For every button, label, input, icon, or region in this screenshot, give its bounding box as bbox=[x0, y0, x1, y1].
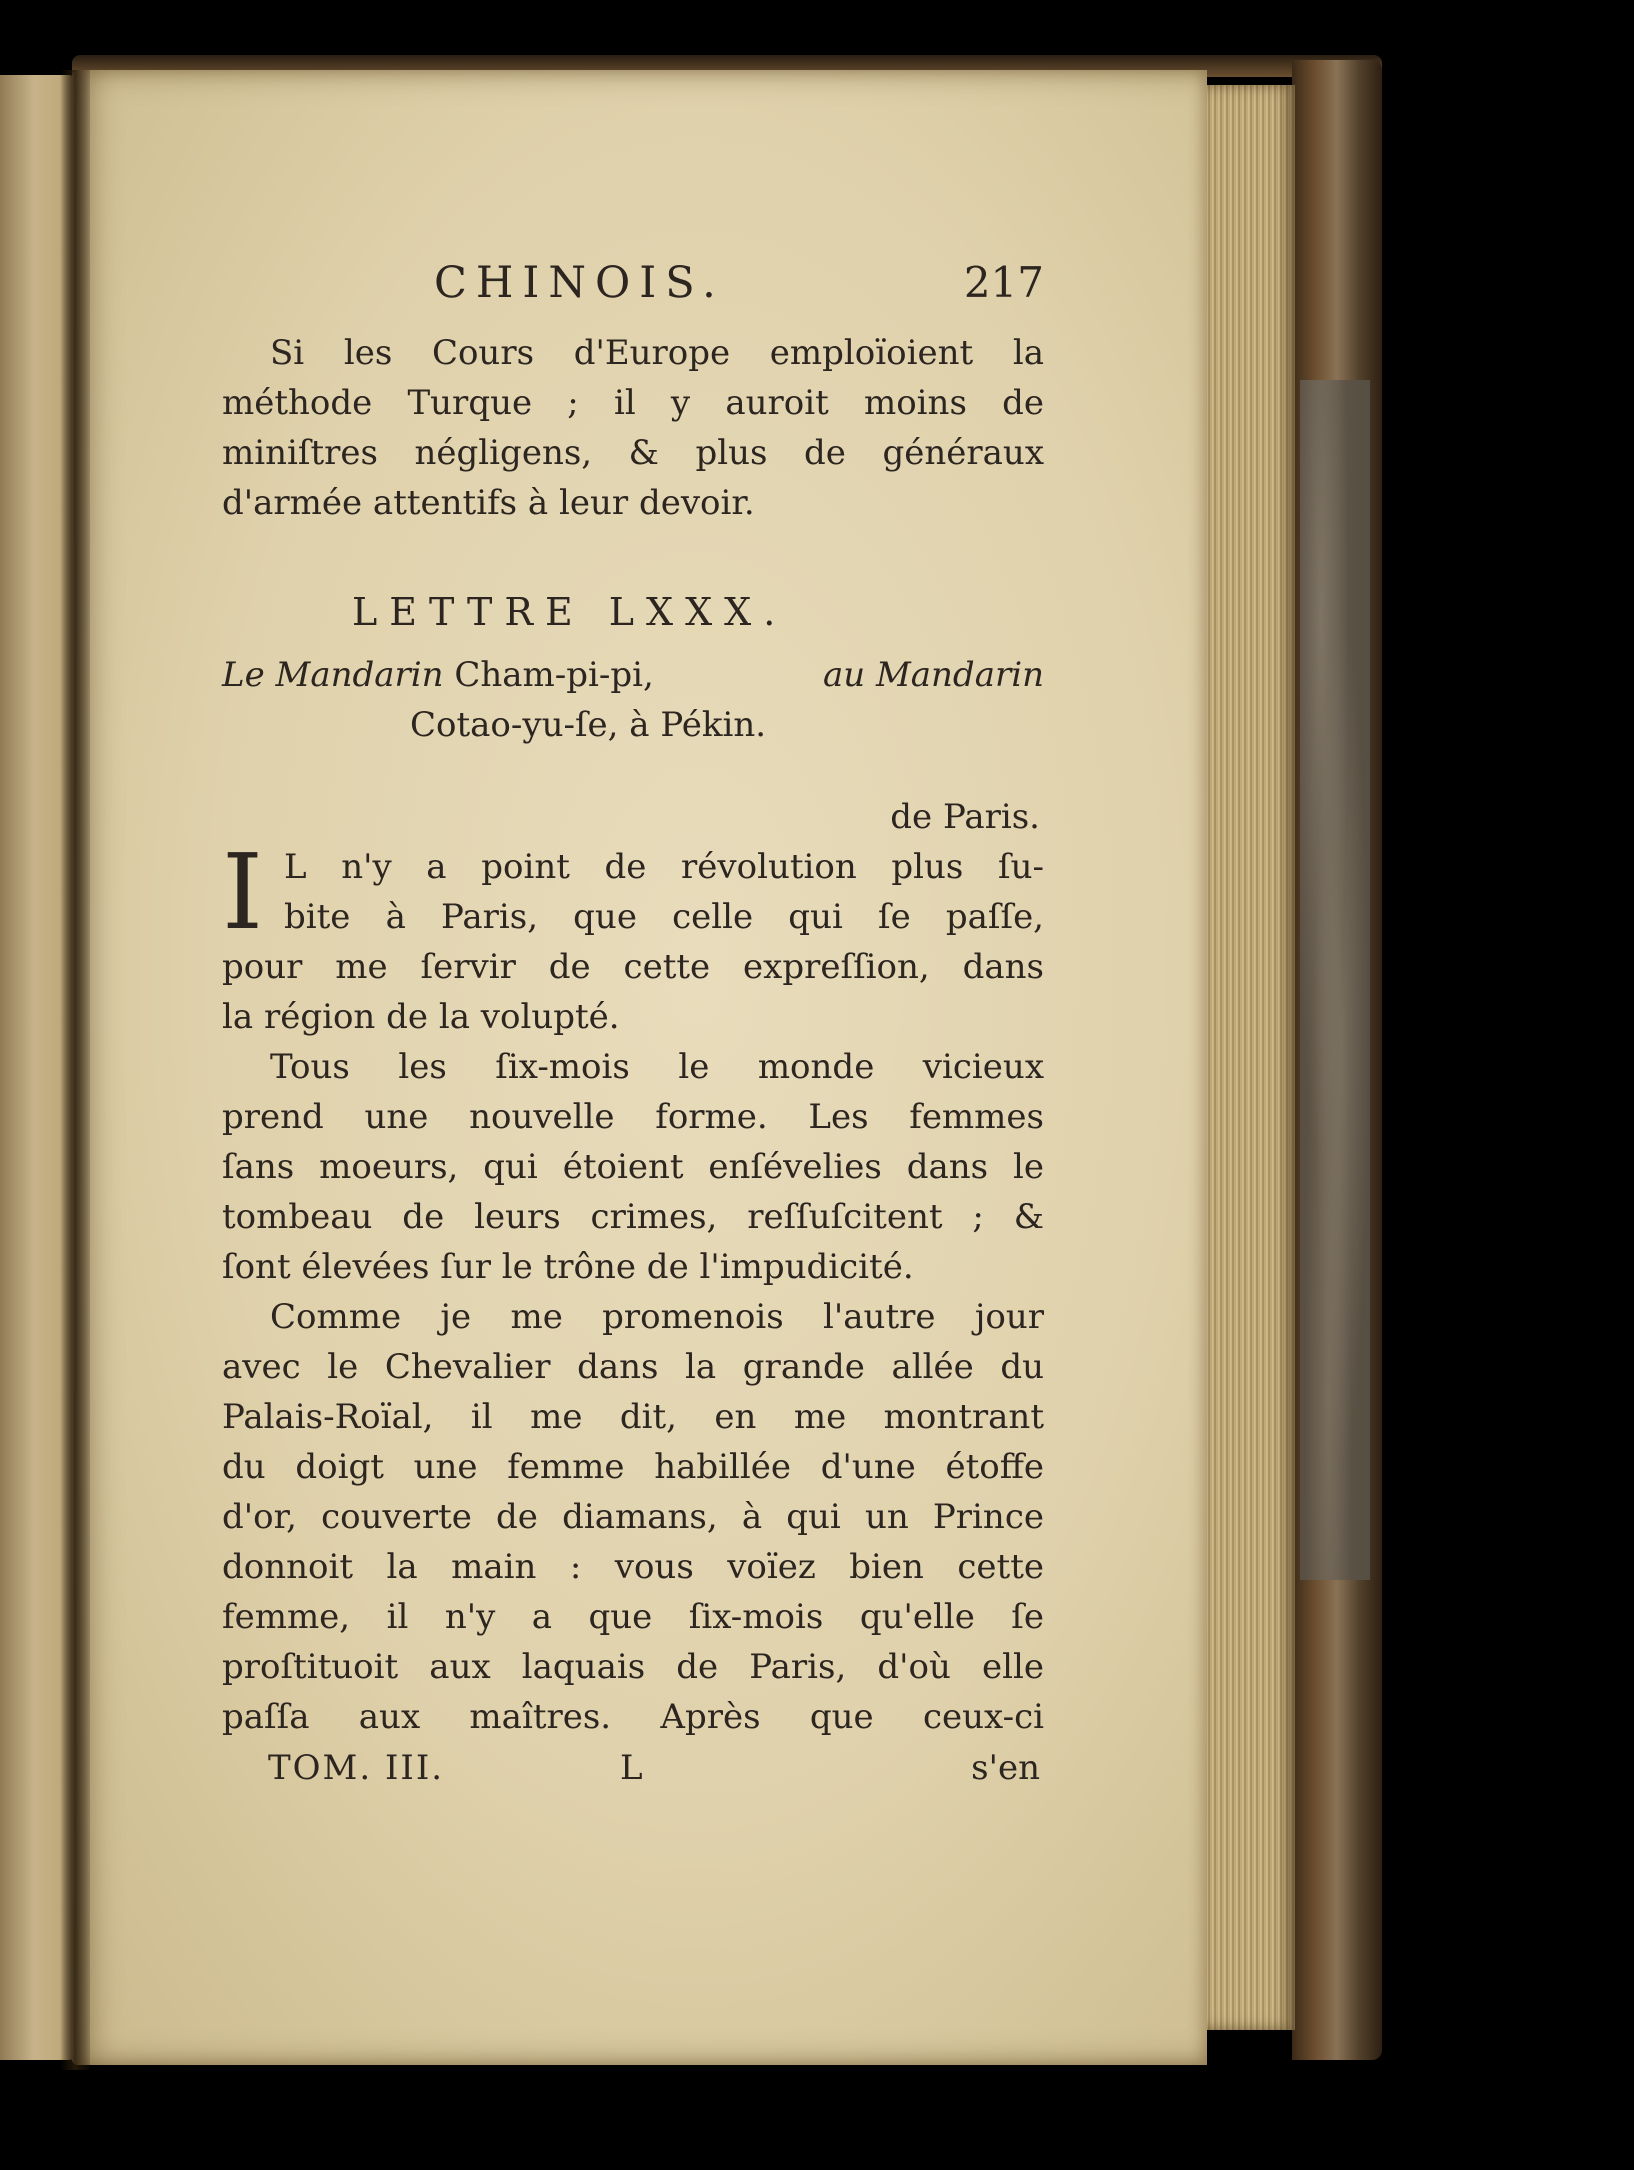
letter-address-line2: Cotao-yu-ſe, à Pékin. bbox=[410, 705, 767, 745]
text-line: Tous les ſix-mois le monde vicieux bbox=[270, 1047, 1044, 1087]
page-number: 217 bbox=[963, 258, 1044, 307]
paragraph-3 bbox=[222, 1292, 1044, 1742]
address-to-italic: au Mandarin bbox=[822, 655, 1044, 695]
signature-mark: TOM. III. bbox=[268, 1748, 445, 1788]
page-fore-edge bbox=[1205, 85, 1295, 2030]
text-line: tombeau de leurs crimes, reſſuſcitent ; & bbox=[222, 1197, 1044, 1237]
letter-place: de Paris. bbox=[890, 797, 1040, 837]
text-line: Comme je me promenois l'autre jour bbox=[270, 1297, 1044, 1337]
text-line: ſont élevées ſur le trône de l'impudicité. bbox=[222, 1247, 914, 1287]
catchword: s'en bbox=[971, 1748, 1040, 1788]
text-line: avec le Chevalier dans la grande allée du bbox=[222, 1347, 1044, 1387]
text-line: la région de la volupté. bbox=[222, 997, 620, 1037]
address-from-name: Cham-pi-pi, bbox=[454, 655, 654, 695]
running-head-title: CHINOIS. bbox=[434, 258, 725, 308]
paragraph-1 bbox=[222, 831, 1044, 1042]
text-line: méthode Turque ; il y auroit moins de bbox=[222, 383, 1044, 423]
letter-address-line1 bbox=[222, 650, 1044, 700]
text-line: L n'y a point de révolution plus ſu- bbox=[284, 847, 1044, 887]
text-line: paſſa aux maîtres. Après que ceux-ci bbox=[222, 1697, 1044, 1737]
top-paragraph bbox=[222, 328, 1044, 528]
page-footer bbox=[222, 1748, 1044, 1798]
text-line: prend une nouvelle forme. Les femmes bbox=[222, 1097, 1044, 1137]
address-from-italic: Le Mandarin bbox=[222, 655, 444, 695]
running-head bbox=[222, 258, 1044, 328]
text-line: Si les Cours d'Europe emploïoient la bbox=[270, 333, 1044, 373]
text-line: Palais-Roïal, il me dit, en me montrant bbox=[222, 1397, 1044, 1437]
text-line: proſtituoit aux laquais de Paris, d'où elle bbox=[222, 1647, 1044, 1687]
drop-cap: I bbox=[222, 831, 264, 953]
text-line: donnoit la main : vous voïez bien cette bbox=[222, 1547, 1044, 1587]
page-text bbox=[222, 258, 1044, 1798]
book-gutter bbox=[60, 70, 90, 2070]
text-line: bite à Paris, que celle qui ſe paſſe, bbox=[284, 897, 1044, 937]
text-line: ſans moeurs, qui étoient enſévelies dans le bbox=[222, 1147, 1044, 1187]
text-line: femme, il n'y a que ſix-mois qu'elle ſe bbox=[222, 1597, 1044, 1637]
text-line: d'armée attentifs à leur devoir. bbox=[222, 483, 755, 523]
text-line: du doigt une femme habillée d'une étoffe bbox=[222, 1447, 1044, 1487]
paragraph-2 bbox=[222, 1042, 1044, 1292]
text-line: d'or, couverte de diamans, à qui un Prince bbox=[222, 1497, 1044, 1537]
letter-heading: LETTRE LXXX. bbox=[352, 590, 788, 634]
text-line: pour me ſervir de cette expreſſion, dans bbox=[222, 947, 1044, 987]
signature-letter: L bbox=[620, 1748, 643, 1788]
marbled-cover bbox=[1300, 380, 1370, 1580]
text-line: miniſtres négligens, & plus de généraux bbox=[222, 433, 1044, 473]
